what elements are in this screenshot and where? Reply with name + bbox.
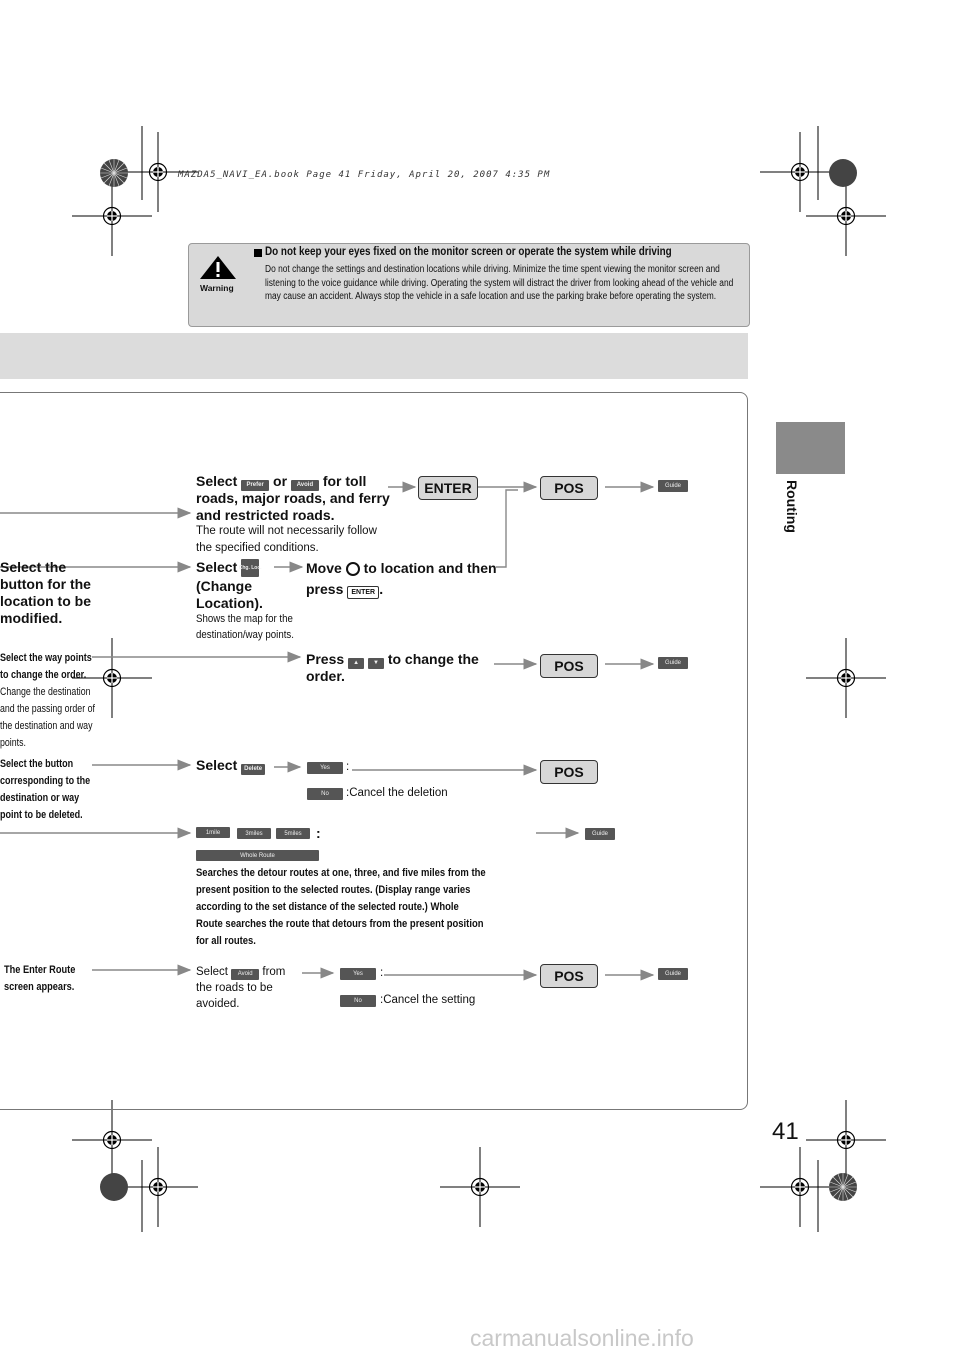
avoid-chip-2[interactable]: Avoid xyxy=(231,969,259,980)
row1-note2: the specified conditions. xyxy=(196,542,319,554)
side-tab-block xyxy=(776,422,845,474)
burst-bottom-left xyxy=(100,1173,128,1201)
up-chip[interactable]: ▲ xyxy=(348,658,364,669)
row2-left2: button for the xyxy=(0,576,91,592)
row6-line2: the roads to be xyxy=(196,982,273,994)
pos-key-button-2[interactable]: POS xyxy=(540,654,598,678)
row2-left1: Select the xyxy=(0,559,67,575)
five-miles-chip[interactable]: 5miles xyxy=(276,828,310,839)
row4-left3: destination or way xyxy=(0,792,80,804)
row5-desc3: according to the set distance of the selected route.) Whole xyxy=(196,901,459,913)
row3-press-text: Press xyxy=(306,651,345,667)
row1-line2: roads, major roads, and ferry xyxy=(196,490,390,506)
row4-select xyxy=(196,757,265,775)
row6-line3: avoided. xyxy=(196,998,240,1010)
reg-mark-bottom-left-2 xyxy=(118,1147,198,1227)
row4-select-text: Select xyxy=(196,757,238,773)
row3-left6: points. xyxy=(0,737,26,749)
guide-chip-2[interactable]: Guide xyxy=(658,657,688,669)
row3-left5: the destination and way xyxy=(0,720,93,732)
row5-desc1: Searches the detour routes at one, three, and five miles from the xyxy=(196,867,486,879)
row4-left1: Select the button xyxy=(0,758,74,770)
pos-key-button-3[interactable]: POS xyxy=(540,760,598,784)
whole-route-chip[interactable]: Whole Route xyxy=(196,850,319,861)
row2-select-text: Select xyxy=(196,559,238,575)
page-number: 41 xyxy=(772,1118,799,1145)
row2-left4: modified. xyxy=(0,610,63,626)
row3-left1: Select the way points xyxy=(0,652,92,664)
avoid-chip[interactable]: Avoid xyxy=(291,480,319,491)
row2-move-text: Move xyxy=(306,560,342,576)
row6-left2: screen appears. xyxy=(4,981,75,993)
delete-chip[interactable]: Delete xyxy=(241,764,265,775)
row6-from: from xyxy=(262,966,286,978)
pos-key-button-1[interactable]: POS xyxy=(540,476,598,500)
row6-yes-colon: : xyxy=(380,967,384,979)
row2-left3: location to be xyxy=(0,593,91,609)
row2-press-text: press xyxy=(306,581,344,597)
reg-mark-top-right xyxy=(760,132,840,212)
guide-chip-1[interactable]: Guide xyxy=(658,480,688,492)
row3-left2: to change the order. xyxy=(0,669,87,681)
joystick-icon xyxy=(346,562,360,576)
row4-yes-colon: : xyxy=(346,761,350,773)
burst-bottom-right xyxy=(829,1173,857,1201)
row6-select-text: Select xyxy=(196,966,228,978)
reg-mark-bottom-right-2 xyxy=(760,1147,840,1227)
reg-mark-mid-right xyxy=(806,638,886,718)
row2-dot: . xyxy=(379,581,384,597)
no-chip-1[interactable]: No xyxy=(307,788,343,800)
row4-cancel: :Cancel the deletion xyxy=(346,787,448,799)
three-miles-chip[interactable]: 3miles xyxy=(237,828,271,839)
warning-title: Do not keep your eyes fixed on the monitor screen or operate the system while driving xyxy=(265,246,672,258)
row2-select xyxy=(196,559,262,577)
warning-body: Do not change the settings and destination locations while driving. Minimize the time spent viewing the monitor screen and listening to the voice guidance while driving. Operating the system will distract the driver from looking ahead of the vehicle and may cause an accident. Always stop the vehicle in a safe location and use the parking brake before operating the system. xyxy=(265,264,734,302)
enter-small-key[interactable]: ENTER xyxy=(347,586,379,599)
row4-left2: corresponding to the xyxy=(0,775,91,787)
print-header: MAZDA5_NAVI_EA.book Page 41 Friday, April 20, 2007 4:35 PM xyxy=(178,170,551,180)
chg-loc-chip[interactable]: Chg. Loc. xyxy=(241,559,259,577)
yes-chip-2[interactable]: Yes xyxy=(340,968,376,980)
row2-change2: Location). xyxy=(196,595,263,611)
row5-desc2: present position to the selected routes. (Display range varies xyxy=(196,884,471,896)
no-chip-2[interactable]: No xyxy=(340,995,376,1007)
row1-for-toll: for toll xyxy=(322,473,367,489)
footer-watermark: carmanualsonline.info xyxy=(470,1325,694,1351)
guide-chip-3[interactable]: Guide xyxy=(585,828,615,840)
reg-mark-bottom-left xyxy=(72,1100,152,1180)
row1-note1: The route will not necessarily follow xyxy=(196,525,377,537)
row1-line1 xyxy=(196,473,366,491)
row2-change1: (Change xyxy=(196,578,252,594)
row5-colon: : xyxy=(316,825,321,841)
row2-note1: Shows the map for the xyxy=(196,613,293,625)
burst-top-right xyxy=(829,159,857,187)
row6-left1: The Enter Route xyxy=(4,964,76,976)
row3-left4: and the passing order of xyxy=(0,703,95,715)
row2-move-rest: to location and then xyxy=(363,560,497,576)
enter-key-button[interactable]: ENTER xyxy=(418,476,478,500)
row1-or: or xyxy=(273,473,288,489)
prefer-chip[interactable]: Prefer xyxy=(241,480,269,491)
row2-press xyxy=(306,581,383,599)
row6-cancel: :Cancel the setting xyxy=(380,994,476,1006)
row1-line3: and restricted roads. xyxy=(196,507,335,523)
row3-order: order. xyxy=(306,668,345,684)
row3-to-change: to change the xyxy=(387,651,479,667)
row2-move xyxy=(306,560,497,577)
row3-press xyxy=(306,651,479,669)
side-tab-label: Routing xyxy=(784,480,800,533)
down-chip[interactable]: ▼ xyxy=(368,658,384,669)
guide-chip-4[interactable]: Guide xyxy=(658,968,688,980)
one-mile-chip[interactable]: 1mile xyxy=(196,827,230,838)
warning-label: Warning xyxy=(200,283,234,293)
pos-key-button-4[interactable]: POS xyxy=(540,964,598,988)
row1-select: Select xyxy=(196,473,238,489)
row3-left3: Change the destination xyxy=(0,686,91,698)
row6-select xyxy=(196,964,285,981)
row5-desc4: Route searches the route that detours from the present position xyxy=(196,918,484,930)
row2-note2: destination/way points. xyxy=(196,629,294,641)
row5-desc5: for all routes. xyxy=(196,935,256,947)
row4-left4: point to be deleted. xyxy=(0,809,83,821)
yes-chip-1[interactable]: Yes xyxy=(307,762,343,774)
reg-mark-bottom-center xyxy=(440,1147,520,1227)
